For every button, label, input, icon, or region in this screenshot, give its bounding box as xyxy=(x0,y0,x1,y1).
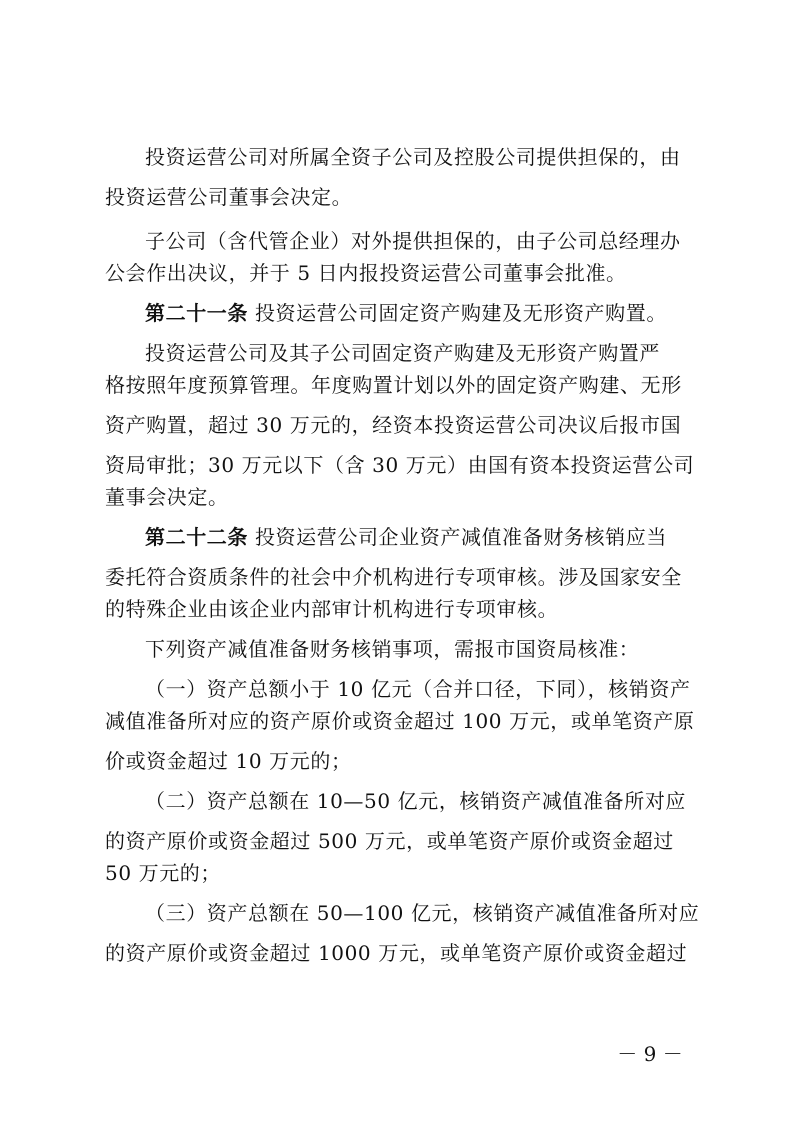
text-line xyxy=(145,522,745,552)
text-line xyxy=(105,370,705,400)
text-line xyxy=(105,706,705,736)
line-text: 投资运营公司及其子公司固定资产购建及无形资产购置严 xyxy=(145,341,660,365)
text-line xyxy=(145,298,745,328)
text-line xyxy=(145,674,745,704)
line-text: 的资产原价或资金超过 500 万元，或单笔资产原价或资金超过 xyxy=(105,829,674,853)
text-line xyxy=(105,450,705,480)
line-text: （二）资产总额在 10—50 亿元，核销资产减值准备所对应 xyxy=(145,789,687,813)
text-line xyxy=(105,482,705,512)
text-line xyxy=(105,594,705,624)
text-line xyxy=(105,826,705,856)
line-text: 投资运营公司董事会决定。 xyxy=(105,185,353,209)
line-text: 委托符合资质条件的社会中介机构进行专项审核。涉及国家安全 xyxy=(105,565,682,589)
text-line xyxy=(145,898,745,928)
line-text: 投资运营公司企业资产减值准备财务核销应当 xyxy=(248,525,667,549)
line-text: 资局审批；30 万元以下（含 30 万元）由国有资本投资运营公司 xyxy=(105,453,695,477)
text-line xyxy=(105,562,705,592)
line-text: 公会作出决议，并于 5 日内报投资运营公司董事会批准。 xyxy=(105,261,627,285)
line-text: 减值准备所对应的资产原价或资金超过 100 万元，或单笔资产原 xyxy=(105,709,695,733)
line-text: 下列资产减值准备财务核销事项，需报市国资局核准： xyxy=(145,637,640,661)
text-line xyxy=(145,786,745,816)
line-text: 投资运营公司固定资产购建及无形资产购置。 xyxy=(248,301,667,325)
text-line xyxy=(145,226,745,256)
line-text: 子公司（含代管企业）对外提供担保的，由子公司总经理办 xyxy=(145,229,681,253)
page-number: － 9 － xyxy=(617,1042,683,1066)
text-line xyxy=(105,258,705,288)
line-text: （一）资产总额小于 10 亿元（合并口径，下同），核销资产 xyxy=(145,677,691,701)
text-line xyxy=(145,338,745,368)
text-line xyxy=(105,182,705,212)
text-line xyxy=(105,746,705,776)
line-text: 投资运营公司对所属全资子公司及控股公司提供担保的，由 xyxy=(145,145,681,169)
line-text: 资产购置，超过 30 万元的，经资本投资运营公司决议后报市国 xyxy=(105,413,682,437)
line-text: 董事会决定。 xyxy=(105,485,229,509)
line-text: 格按照年度预算管理。年度购置计划以外的固定资产购建、无形 xyxy=(105,373,682,397)
line-text: 的资产原价或资金超过 1000 万元，或单笔资产原价或资金超过 xyxy=(105,941,688,965)
line-text: （三）资产总额在 50—100 亿元，核销资产减值准备所对应 xyxy=(145,901,700,925)
text-line xyxy=(105,858,705,888)
text-line xyxy=(145,634,745,664)
text-line xyxy=(145,142,745,172)
line-text: 价或资金超过 10 万元的； xyxy=(105,749,352,773)
line-text: 的特殊企业由该企业内部审计机构进行专项审核。 xyxy=(105,597,559,621)
article-heading: 第二十二条 xyxy=(145,525,248,549)
article-heading: 第二十一条 xyxy=(145,301,248,325)
line-text: 50 万元的； xyxy=(105,861,222,885)
text-line xyxy=(105,410,705,440)
text-line xyxy=(105,938,705,968)
